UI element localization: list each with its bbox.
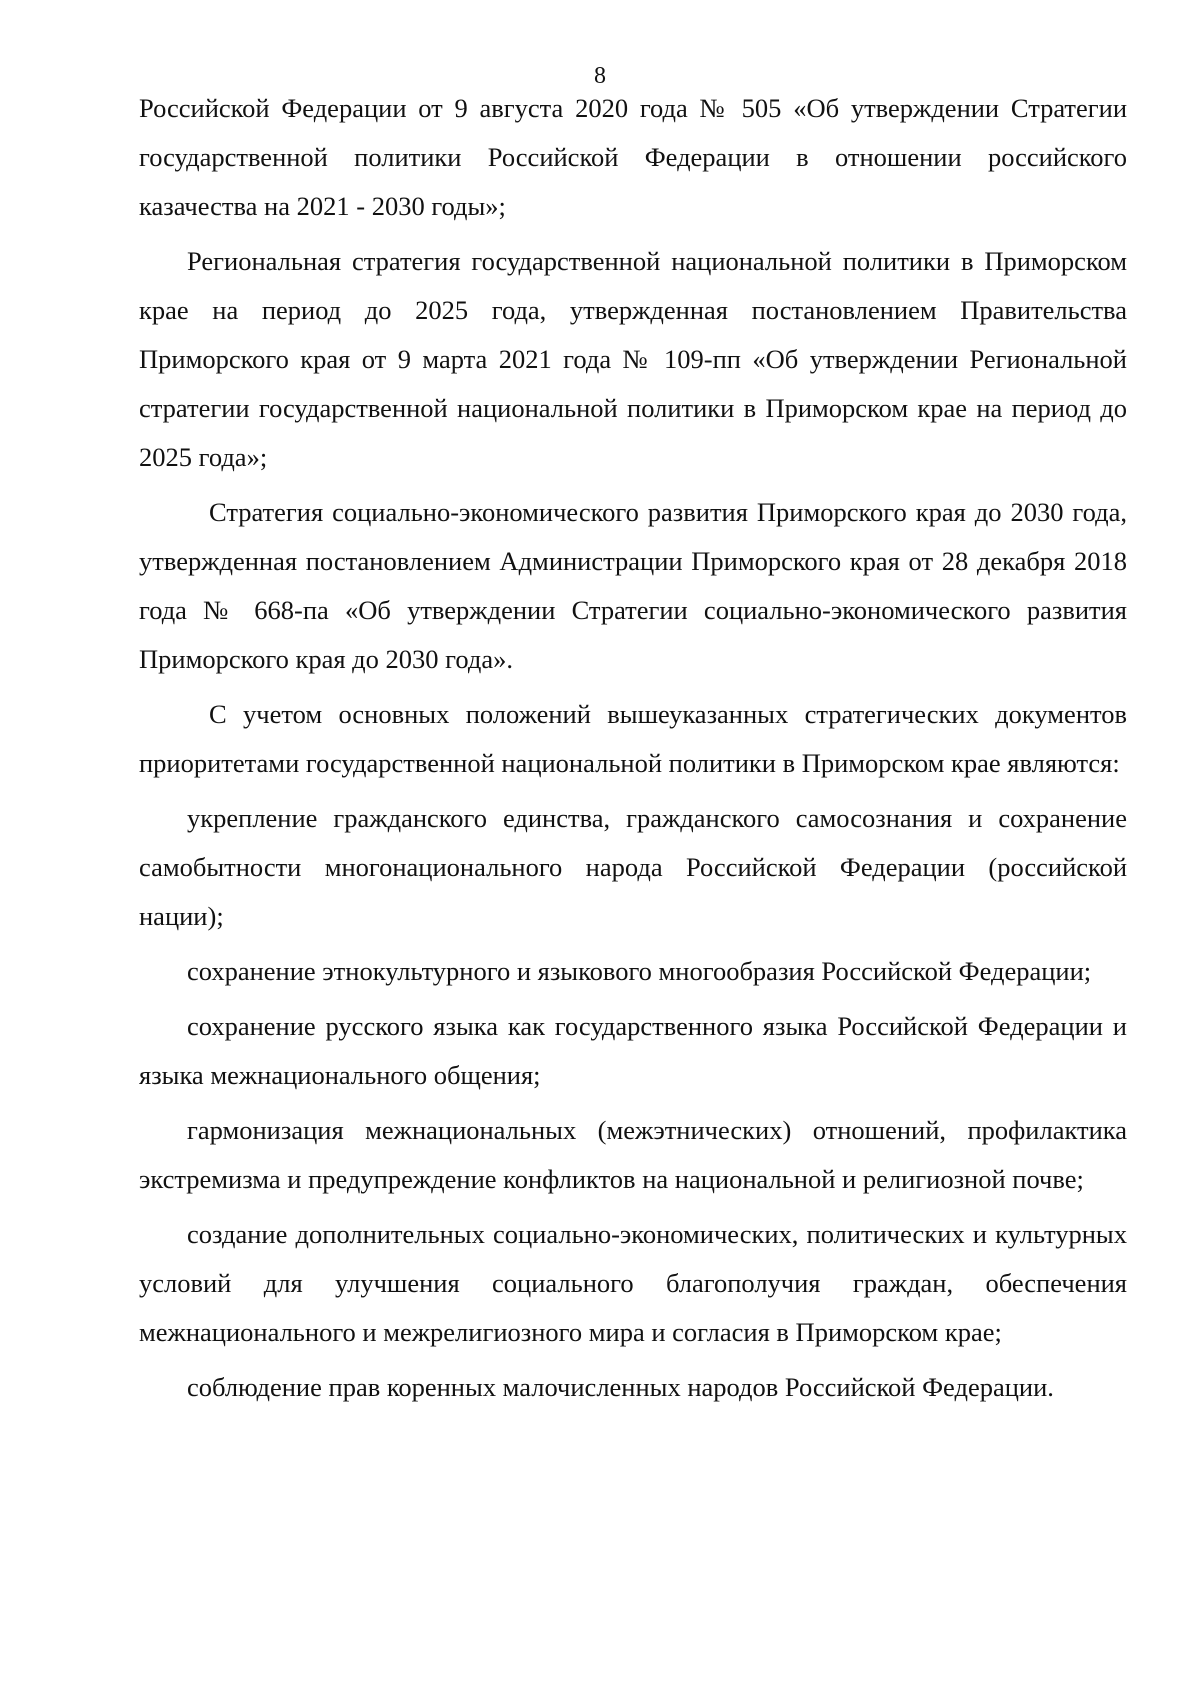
paragraph-priority-civic-unity: укрепление гражданского единства, гражданского самосознания и сохранение самобытности многонационального народа Российской Федерации (российской нации); xyxy=(139,803,1127,931)
paragraph-strategy-cossacks-continued: Российской Федерации от 9 августа 2020 года № 505 «Об утверждении Стратегии государственной политики Российской Федерации в отношении российского казачества на 2021 - 2030 годы»; xyxy=(139,93,1127,221)
paragraph-priority-ethnocultural-diversity: сохранение этнокультурного и языкового многообразия Российской Федерации; xyxy=(187,956,1092,986)
paragraph-priority-indigenous-rights: соблюдение прав коренных малочисленных народов Российской Федерации. xyxy=(187,1372,1054,1402)
paragraph-socio-economic-strategy: Стратегия социально-экономического развития Приморского края до 2030 года, утвержденная постановлением Администрации Приморского края от 28 декабря 2018 года № 668-па «Об утверждении Стратегии социально-экономического развития Приморского края до 2030 года». xyxy=(139,497,1127,674)
paragraph-priorities-intro: С учетом основных положений вышеуказанных стратегических документов приоритетами государственной национальной политики в Приморском крае являются: xyxy=(139,699,1127,778)
paragraph-priority-russian-language: сохранение русского языка как государственного языка Российской Федерации и языка межнационального общения; xyxy=(139,1011,1127,1090)
paragraph-priority-interethnic-harmony: гармонизация межнациональных (межэтнических) отношений, профилактика экстремизма и предупреждение конфликтов на национальной и религиозной почве; xyxy=(139,1115,1127,1194)
paragraph-priority-social-conditions: создание дополнительных социально-экономических, политических и культурных условий для улучшения социального благополучия граждан, обеспечения межнационального и межрелигиозного мира и согласия в Приморском крае; xyxy=(139,1219,1127,1347)
page-number: 8 xyxy=(594,63,606,89)
document-body xyxy=(139,84,1127,1412)
paragraph-regional-strategy: Региональная стратегия государственной национальной политики в Приморском крае на период до 2025 года, утвержденная постановлением Правительства Приморского края от 9 марта 2021 года № 109-пп «Об утверждении Региональной стратегии государственной национальной политики в Приморском крае на период до 2025 года»; xyxy=(139,246,1127,472)
